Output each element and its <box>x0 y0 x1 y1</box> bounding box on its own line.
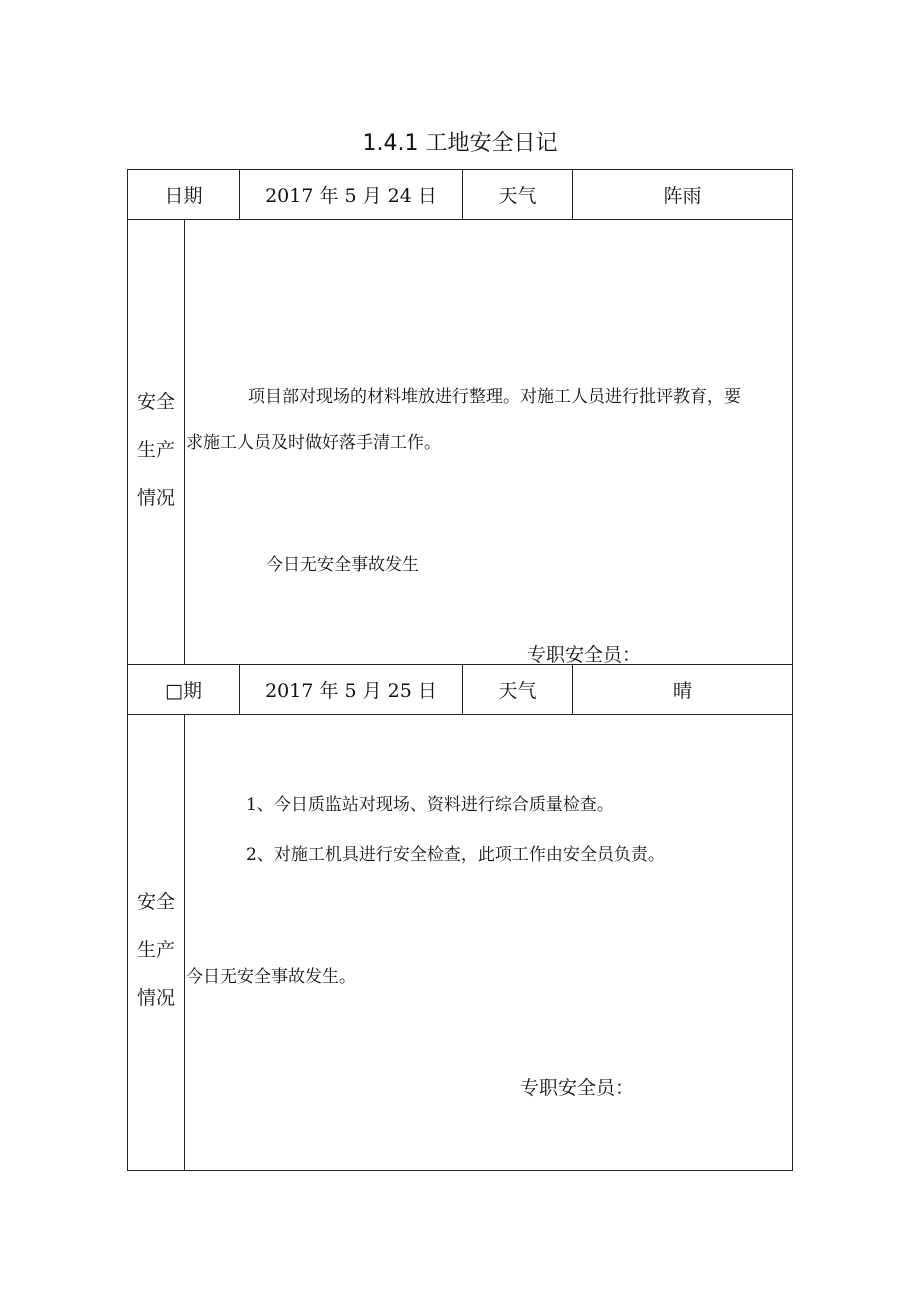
list-item: 2、对施工机具进行安全检查，此项工作由安全员负责。 <box>246 845 665 865</box>
no-accident-text: 今日无安全事故发生 <box>266 555 419 575</box>
safety-officer-signature: 专职安全员： <box>527 644 642 666</box>
section-label: 安全 生产 情况 <box>136 891 175 1009</box>
section-label: 安全 生产 情况 <box>136 391 175 509</box>
list-item: 1、今日质监站对现场、资料进行综合质量检查。 <box>246 795 614 815</box>
content-line: 项目部对现场的材料堆放进行整理。对施工人员进行批评教育，要 <box>248 387 741 407</box>
date-label: □期 <box>165 680 202 702</box>
date-value: 2017 年 5 月 24 日 <box>265 185 437 207</box>
content-line: 求施工人员及时做好落手清工作。 <box>186 433 441 453</box>
safety-officer-signature: 专职安全员： <box>520 1077 635 1099</box>
weather-label: 天气 <box>498 185 537 207</box>
weather-value: 晴 <box>672 680 692 702</box>
weather-value: 阵雨 <box>663 185 702 207</box>
table-divider <box>184 714 185 1170</box>
date-label: 日期 <box>164 185 203 207</box>
table-divider <box>127 714 793 715</box>
no-accident-text: 今日无安全事故发生。 <box>186 967 356 987</box>
table-divider <box>184 219 185 664</box>
weather-label: 天气 <box>498 680 537 702</box>
table-border <box>127 1170 793 1171</box>
page-title: 1.4.1 工地安全日记 <box>362 131 558 156</box>
table-divider <box>127 219 793 220</box>
date-value: 2017 年 5 月 25 日 <box>265 680 437 702</box>
table-border <box>792 169 793 1171</box>
